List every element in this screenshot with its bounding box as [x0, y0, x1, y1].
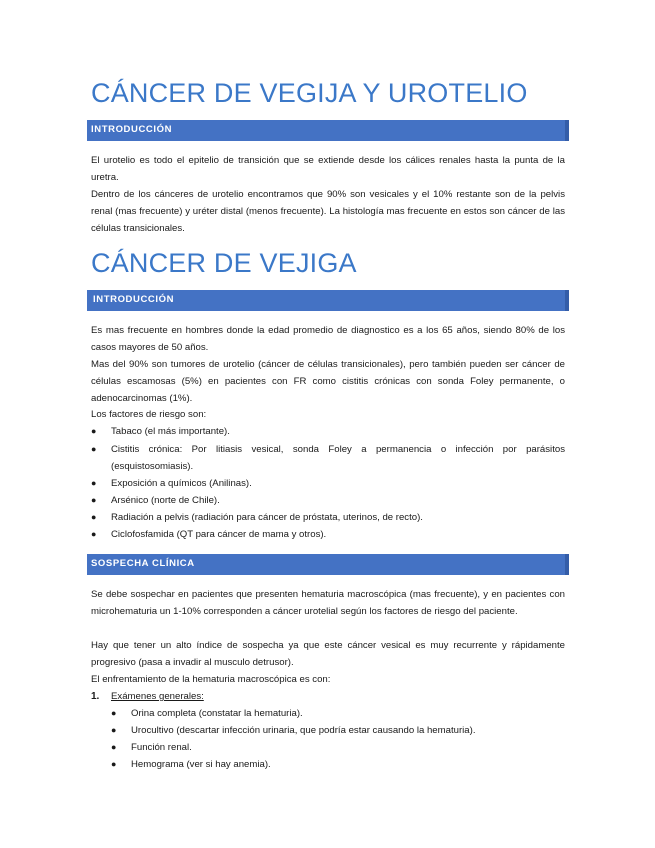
list-number: 1.: [91, 691, 100, 702]
bullet-icon: ●: [111, 708, 117, 718]
section-bar-label: SOSPECHA CLÍNICA: [91, 558, 195, 569]
paragraph-epidemiologia: Es mas frecuente en hombres donde la edad promedio de diagnostico es a los 65 años, siendo 80% de los casos mayores de 50 años.: [91, 325, 565, 353]
bullet-icon: ●: [111, 759, 117, 769]
list-item-risk: ● Radiación a pelvis (radiación para cáncer de próstata, uterinos, de recto).: [91, 509, 565, 526]
numbered-item-examenes: [91, 688, 565, 705]
paragraph-enfrentamiento: El enfrentamiento de la hematuria macroscópica es con:: [91, 674, 331, 685]
list-item-risk: ● Cistitis crónica: Por litiasis vesical, sonda Foley a permanencia o infección por parásitos (esquistosomiasis).: [91, 441, 565, 475]
list-item-risk: ● Arsénico (norte de Chile).: [91, 492, 565, 509]
paragraph-factores-intro: Los factores de riesgo son:: [91, 409, 207, 420]
bullet-icon: ●: [111, 742, 117, 752]
section-bar-label: INTRODUCCIÓN: [93, 294, 175, 305]
list-item-risk: ● Ciclofosfamida (QT para cáncer de mama y otros).: [91, 526, 565, 543]
list-item-exam: ● Urocultivo (descartar infección urinaria, que podría estar causando la hematuria).: [111, 722, 565, 739]
bullet-icon: ●: [91, 495, 97, 505]
list-item-exam: ● Hemograma (ver si hay anemia).: [111, 756, 565, 773]
bullet-icon: ●: [111, 725, 117, 735]
bullet-icon: ●: [91, 529, 97, 539]
paragraph-urotelio-distribucion: Dentro de los cánceres de urotelio encontramos que 90% son vesicales y el 10% restante son de la pelvis renal (mas frecuente) y uréter distal (menos frecuente). La histología mas frecuente en estos son cáncer de las células transicionales.: [91, 189, 565, 234]
section-bar-label: INTRODUCCIÓN: [91, 124, 173, 135]
section-bar-introduccion-2: [87, 290, 569, 311]
list-item-risk: ● Exposición a químicos (Anilinas).: [91, 475, 565, 492]
paragraph-urotelio-def: El urotelio es todo el epitelio de transición que se extiende desde los cálices renales hasta la punta de la uretra.: [91, 155, 565, 183]
title-cancer-vejiga: CÁNCER DE VEJIGA: [91, 248, 357, 278]
bullet-icon: ●: [91, 512, 97, 522]
paragraph-recurrencia: Hay que tener un alto índice de sospecha ya que este cáncer vesical es muy recurrente y rápidamente progresivo (pasa a invadir al musculo detrusor).: [91, 640, 565, 668]
bullet-icon: ●: [91, 478, 97, 488]
paragraph-sospecha: Se debe sospechar en pacientes que presenten hematuria macroscópica (mas frecuente), y en pacientes con microhematuria un 1-10% corresponden a cáncer urotelial según los factores de riesgo del paciente.: [91, 589, 565, 617]
list-item-exam: ● Orina completa (constatar la hematuria).: [111, 705, 565, 722]
bullet-icon: ●: [91, 444, 97, 454]
section-bar-introduccion-1: [87, 120, 569, 141]
list-item-exam: ● Función renal.: [111, 739, 565, 756]
title-cancer-vegija-urotelio: CÁNCER DE VEGIJA Y UROTELIO: [91, 78, 528, 108]
list-item-risk: ● Tabaco (el más importante).: [91, 423, 565, 440]
numbered-item-label: Exámenes generales:: [111, 691, 204, 702]
bullet-icon: ●: [91, 426, 97, 436]
section-bar-sospecha-clinica: [87, 554, 569, 575]
paragraph-histologia: Mas del 90% son tumores de urotelio (cáncer de células transicionales), pero también pueden ser cáncer de células escamosas (5%) en pacientes con FR como cistitis crónicas con sonda Foley permanente, o adenocarcinomas (1%).: [91, 359, 565, 404]
